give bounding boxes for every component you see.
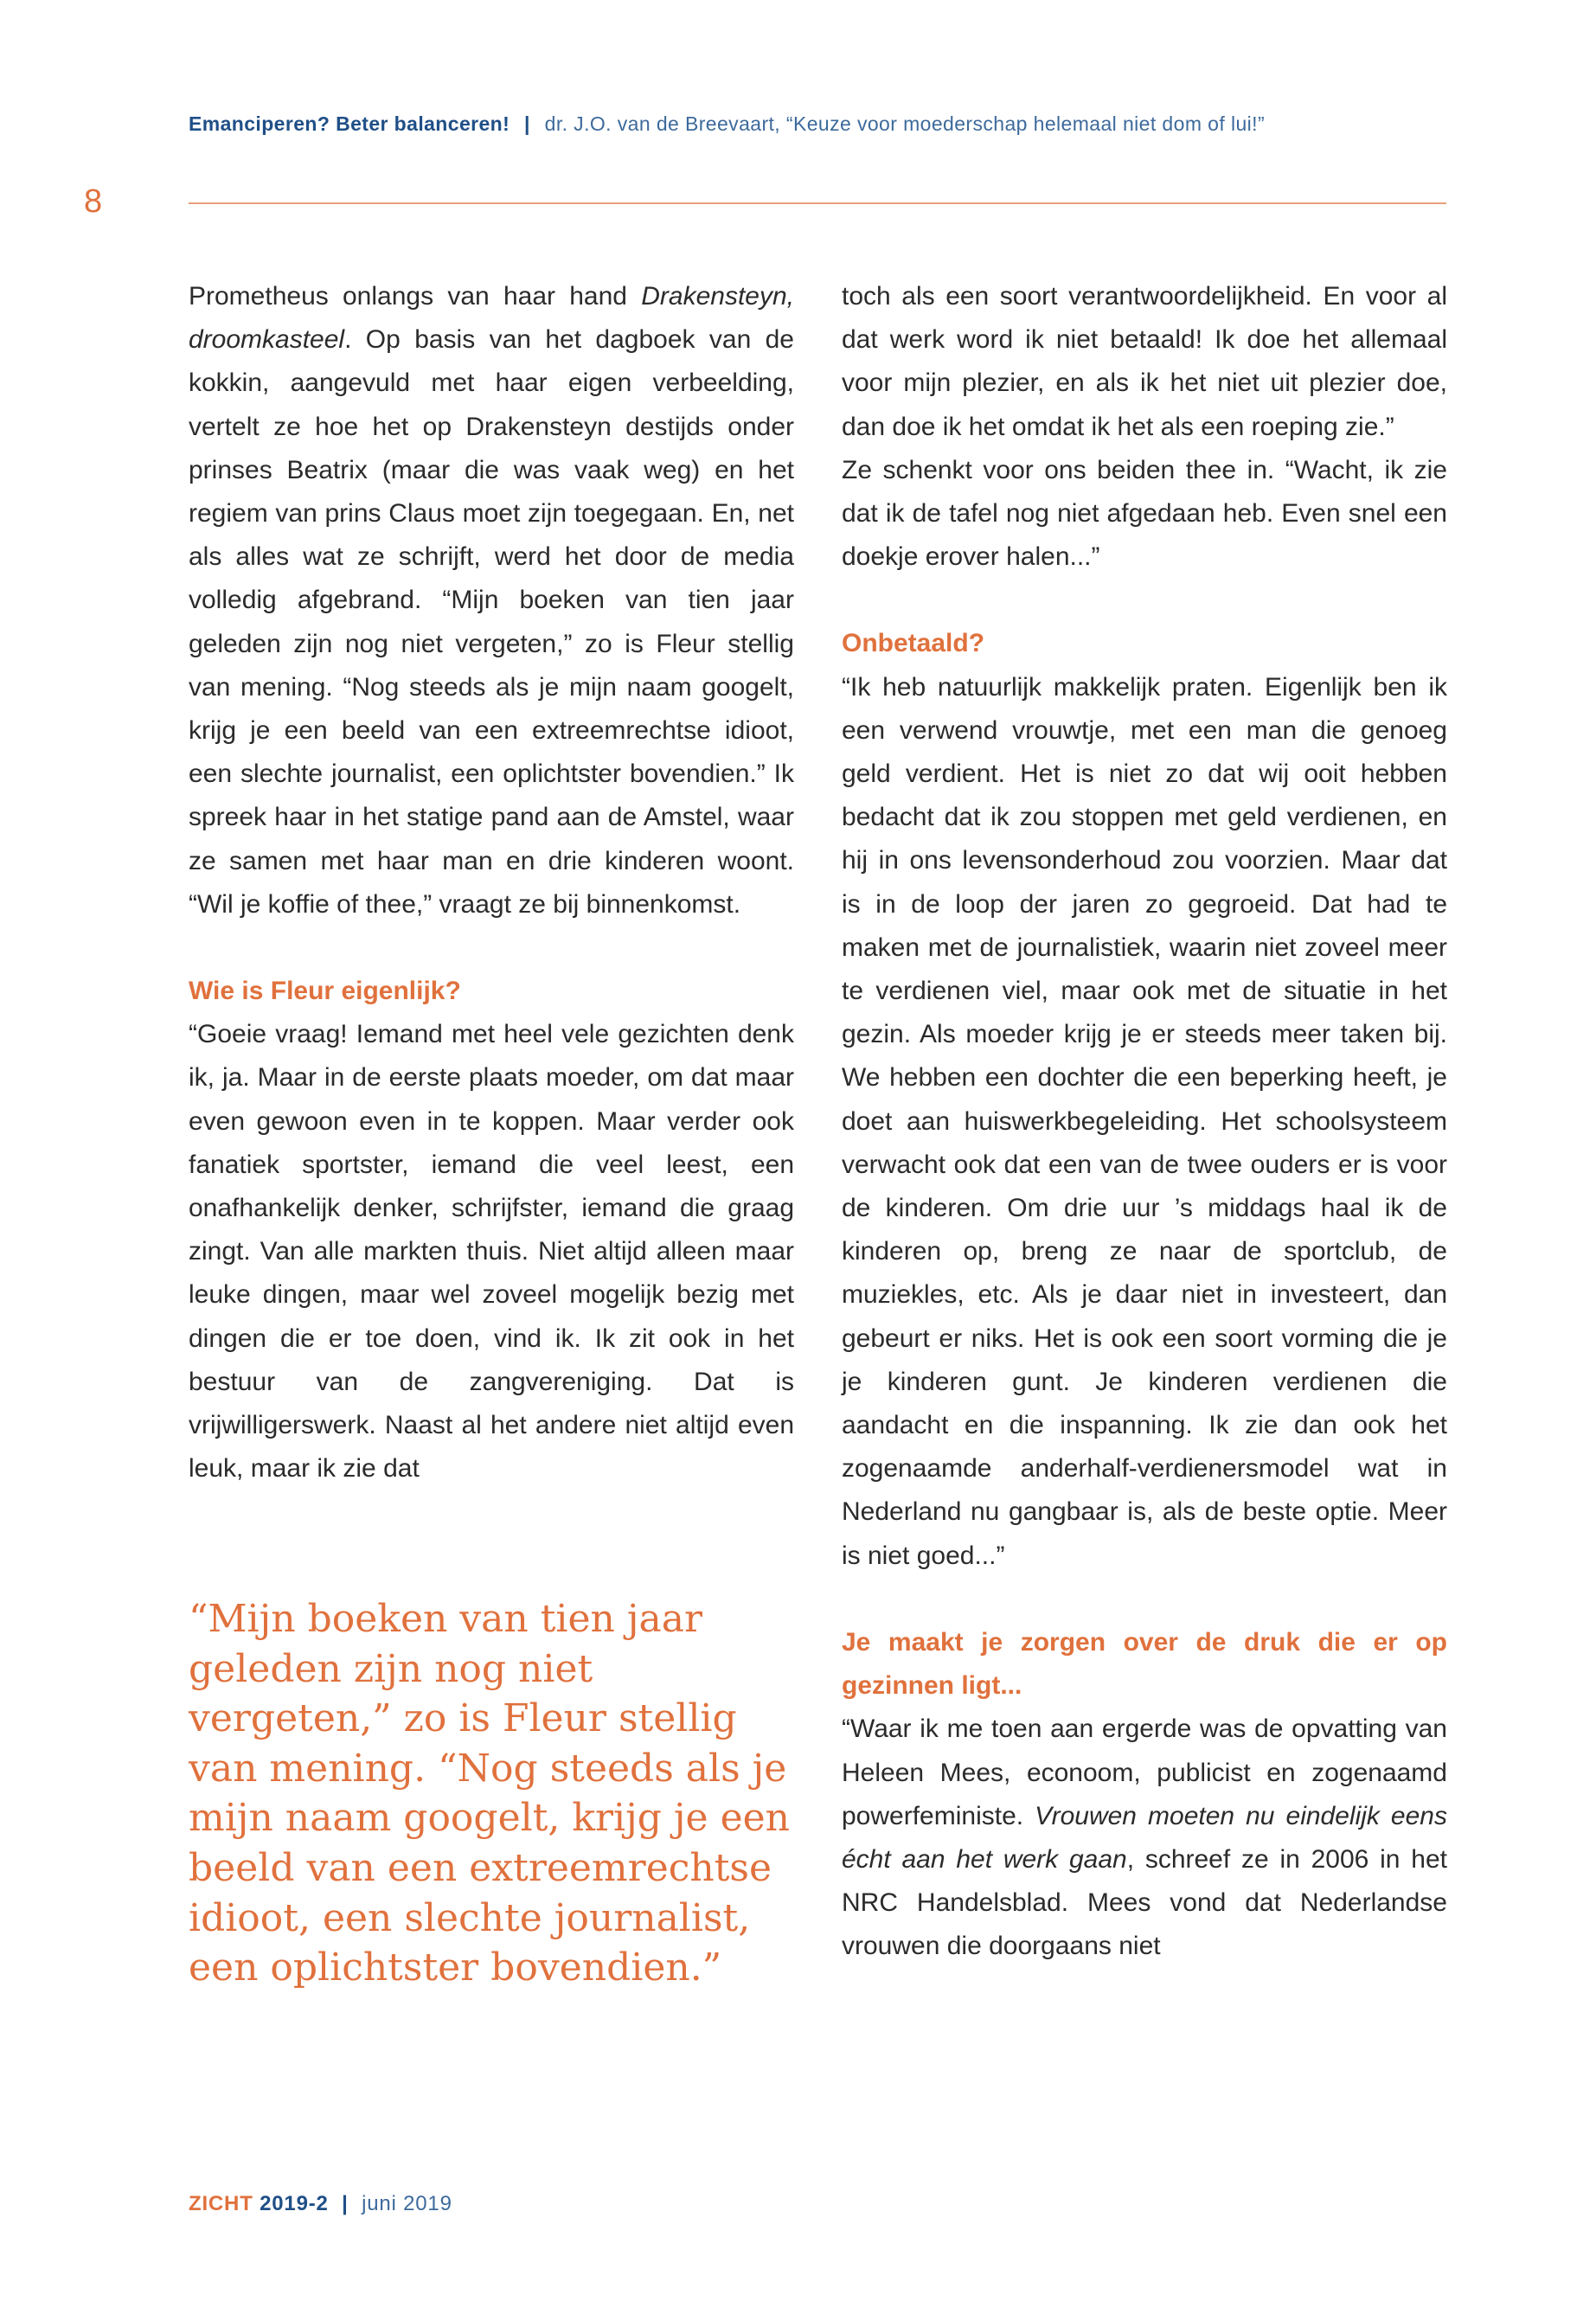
left-paragraph-2: “Goeie vraag! Iemand met heel vele gezichten denk ik, ja. Maar in de eerste plaats moeder, om dat maar even gewoon even in te koppen. Maar verder ook fanatiek sportster, iemand die veel leest, een onafhankelijk denker, schrijfster, iemand die graag zingt. Van alle markten thuis. Niet altijd alleen maar leuke dingen, maar wel zoveel mogelijk bezig met dingen die er toe doen, vind ik. Ik zit ook in het bestuur van de zangvereniging. Dat is vrijwilligerswerk. Naast al het andere niet altijd even leuk, maar ik zie dat: [189, 1020, 794, 1484]
running-header: [189, 112, 1452, 136]
right-paragraph-2: Ze schenkt voor ons beiden thee in. “Wacht, ik zie dat ik de tafel nog niet afgedaan heb. Even snel een doekje erover halen...”: [842, 455, 1447, 572]
right-paragraph-4: [842, 1708, 1447, 1968]
right-paragraph-3: “Ik heb natuurlijk makkelijk praten. Eigenlijk ben ik een verwend vrouwtje, met een man die genoeg geld verdient. Het is niet zo dat wij ooit hebben bedacht dat ik zou stoppen met geld verdienen, en hij in ons levensonderhoud zou voorzien. Maar dat is in de loop der jaren zo gegroeid. Dat had te maken met de journalistiek, waarin niet zoveel meer te verdienen viel, maar ook met de situatie in het gezin. Als moeder krijg je er steeds meer taken bij. We hebben een dochter die een beperking heeft, je doet aan huiswerkbegeleiding. Het schoolsysteem verwacht ook dat een van de twee ouders er is voor de kinderen. Om drie uur ’s middags haal ik de kinderen op, breng ze naar de sportclub, de muziekles, etc. Als je daar niet in investeert, dan gebeurt er niks. Het is ook een soort vorming die je je kinderen gunt. Je kinderen verdienen die aandacht en die inspanning. Ik zie dan ook het zogenaamde anderhalf-verdienersmodel wat in Nederland nu gangbaar is, als de beste optie. Meer is niet goed...”: [842, 672, 1447, 1570]
right-p4-text-a: “Waar ik me toen aan ergerde was de opvatting van Heleen Mees, econoom, publicist en zogenaamd powerfeministe.: [842, 1715, 1447, 1830]
header-separator: |: [523, 112, 530, 135]
right-column: [842, 275, 1447, 1969]
pull-quote: “Mijn boeken van tien jaar geleden zijn nog niet vergeten,” zo is Fleur stellig van mening. “Nog steeds als je mijn naam googelt, krijg je een beeld van een extreemrechtse idioot, een slechte journalist, een oplichtster bovendien.”: [189, 1597, 790, 1990]
header-subtitle: dr. J.O. van de Breevaart, “Keuze voor moederschap helemaal niet dom of lui!”: [544, 112, 1265, 135]
left-p1-text-a: Prometheus onlangs van haar hand: [189, 282, 642, 311]
footer-issue: 2019-2: [260, 2192, 329, 2215]
header-rule: [189, 202, 1446, 204]
page-number: 8: [84, 183, 103, 220]
right-paragraph-1: toch als een soort verantwoordelijkheid. En voor al dat werk word ik niet betaald! Ik doe het allemaal voor mijn plezier, en als ik het niet uit plezier doe, dan doe ik het omdat ik het als een roeping zie.”: [842, 282, 1447, 441]
footer-date: juni 2019: [362, 2192, 452, 2215]
subheading-onbetaald: Onbetaald?: [842, 629, 985, 658]
right-p4-text-b: , schreef ze in 2006 in het NRC Handelsblad. Mees vond dat Nederlandse vrouwen die doorgaans niet: [842, 1844, 1447, 1961]
left-p1-text-b: . Op basis van het dagboek van de kokkin, aangevuld met haar eigen verbeelding, vertelt ze hoe het op Drakensteyn destijds onder prinses Beatrix (maar die was vaak weg) en het regiem van prins Claus moet zijn toegegaan. En, net als alles wat ze schrijft, werd het door de media volledig afgebrand. “Mijn boeken van tien jaar geleden zijn nog niet vergeten,” zo is Fleur stellig van mening. “Nog steeds als je mijn naam googelt, krijg je een beeld van een extreemrechtse idioot, een slechte journalist, een oplichtster bovendien.” Ik spreek haar in het statige pand aan de Amstel, waar ze samen met haar man en drie kinderen woont. “Wil je koffie of thee,” vraagt ze bij binnenkomst.: [189, 325, 794, 919]
footer-magazine: ZICHT: [189, 2192, 253, 2215]
left-paragraph-1: [189, 275, 794, 926]
subheading-druk-gezinnen: Je maakt je zorgen over de druk die er op gezinnen ligt...: [842, 1627, 1447, 1701]
book-title: Drakensteyn, droomkasteel: [189, 282, 794, 355]
quoted-headline: Vrouwen moeten nu eindelijk eens écht aan het werk gaan: [842, 1801, 1447, 1874]
page-footer: [189, 2192, 452, 2216]
header-title: Emanciperen? Beter balanceren!: [189, 112, 510, 135]
subheading-wie-is-fleur: Wie is Fleur eigenlijk?: [189, 977, 461, 1006]
left-column: [189, 275, 794, 1490]
footer-separator: |: [342, 2192, 349, 2215]
